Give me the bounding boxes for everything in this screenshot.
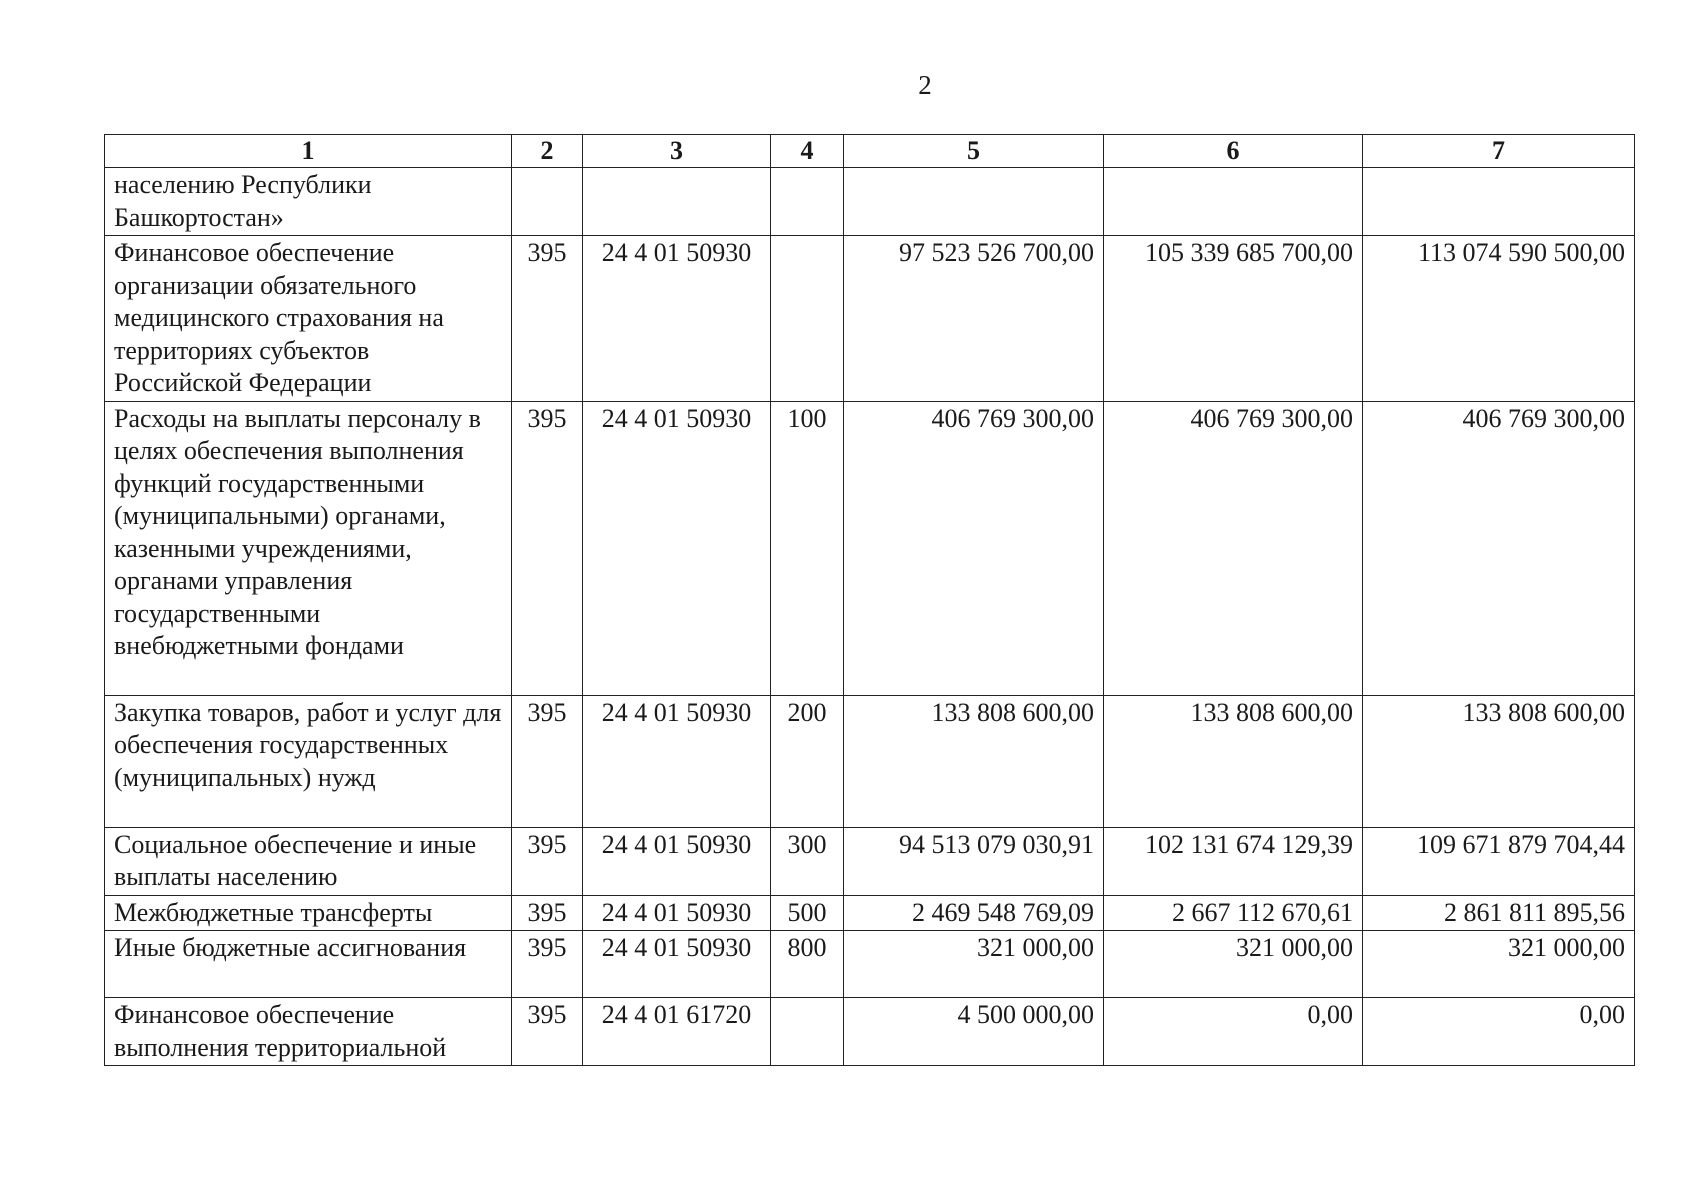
col-header-3: 3 bbox=[583, 135, 771, 168]
row-code: 24 4 01 50930 bbox=[583, 236, 771, 402]
row-amount-3: 109 671 879 704,44 bbox=[1363, 827, 1635, 895]
row-amount-3: 133 808 600,00 bbox=[1363, 695, 1635, 827]
row-vr: 100 bbox=[771, 401, 844, 695]
row-amount-1: 4 500 000,00 bbox=[844, 998, 1104, 1066]
row-code: 24 4 01 50930 bbox=[583, 695, 771, 827]
row-amount-3: 321 000,00 bbox=[1363, 931, 1635, 998]
table-row bbox=[105, 236, 1635, 402]
row-name: Социальное обеспечение и иные выплаты населению bbox=[105, 827, 512, 895]
row-gr bbox=[512, 168, 583, 236]
row-code: 24 4 01 50930 bbox=[583, 931, 771, 998]
row-amount-2: 133 808 600,00 bbox=[1104, 695, 1363, 827]
row-gr: 395 bbox=[512, 401, 583, 695]
row-amount-3: 0,00 bbox=[1363, 998, 1635, 1066]
row-gr: 395 bbox=[512, 236, 583, 402]
row-amount-1: 97 523 526 700,00 bbox=[844, 236, 1104, 402]
row-amount-3: 406 769 300,00 bbox=[1363, 401, 1635, 695]
row-amount-2: 102 131 674 129,39 bbox=[1104, 827, 1363, 895]
row-gr: 395 bbox=[512, 695, 583, 827]
row-gr: 395 bbox=[512, 998, 583, 1066]
row-amount-2: 406 769 300,00 bbox=[1104, 401, 1363, 695]
table-row bbox=[105, 695, 1635, 827]
row-amount-1: 2 469 548 769,09 bbox=[844, 895, 1104, 931]
col-header-2: 2 bbox=[512, 135, 583, 168]
row-vr: 300 bbox=[771, 827, 844, 895]
table-row bbox=[105, 827, 1635, 895]
row-vr: 500 bbox=[771, 895, 844, 931]
table-row bbox=[105, 998, 1635, 1066]
row-vr bbox=[771, 168, 844, 236]
header-row bbox=[105, 135, 1635, 168]
row-amount-3: 2 861 811 895,56 bbox=[1363, 895, 1635, 931]
row-name: Иные бюджетные ассигнования bbox=[105, 931, 512, 998]
col-header-4: 4 bbox=[771, 135, 844, 168]
row-amount-1: 406 769 300,00 bbox=[844, 401, 1104, 695]
table-row bbox=[105, 401, 1635, 695]
row-vr: 200 bbox=[771, 695, 844, 827]
row-code: 24 4 01 61720 bbox=[583, 998, 771, 1066]
budget-table bbox=[104, 134, 1635, 1066]
table-row bbox=[105, 895, 1635, 931]
col-header-1: 1 bbox=[105, 135, 512, 168]
row-vr: 800 bbox=[771, 931, 844, 998]
row-name: населению Республики Башкортостан» bbox=[105, 168, 512, 236]
row-amount-2: 2 667 112 670,61 bbox=[1104, 895, 1363, 931]
row-amount-1: 94 513 079 030,91 bbox=[844, 827, 1104, 895]
row-name: Финансовое обеспечение выполнения территориальной bbox=[105, 998, 512, 1066]
row-amount-3 bbox=[1363, 168, 1635, 236]
row-code: 24 4 01 50930 bbox=[583, 401, 771, 695]
row-amount-2: 321 000,00 bbox=[1104, 931, 1363, 998]
row-code: 24 4 01 50930 bbox=[583, 827, 771, 895]
row-amount-3: 113 074 590 500,00 bbox=[1363, 236, 1635, 402]
row-name: Расходы на выплаты персоналу в целях обеспечения выполнения функций государственными (муниципальными) органами, казенными учреждениями, органами управления государственными внебюджетными фондами bbox=[105, 401, 512, 695]
row-code: 24 4 01 50930 bbox=[583, 895, 771, 931]
col-header-6: 6 bbox=[1104, 135, 1363, 168]
row-code bbox=[583, 168, 771, 236]
page-number: 2 bbox=[918, 70, 932, 100]
table-row bbox=[105, 168, 1635, 236]
row-amount-1: 321 000,00 bbox=[844, 931, 1104, 998]
row-amount-1: 133 808 600,00 bbox=[844, 695, 1104, 827]
row-gr: 395 bbox=[512, 931, 583, 998]
row-name: Финансовое обеспечение организации обязательного медицинского страхования на территориях субъектов Российской Федерации bbox=[105, 236, 512, 402]
row-name: Межбюджетные трансферты bbox=[105, 895, 512, 931]
row-amount-2 bbox=[1104, 168, 1363, 236]
row-vr bbox=[771, 998, 844, 1066]
row-amount-2: 105 339 685 700,00 bbox=[1104, 236, 1363, 402]
row-name: Закупка товаров, работ и услуг для обеспечения государственных (муниципальных) нужд bbox=[105, 695, 512, 827]
table-row bbox=[105, 931, 1635, 998]
row-gr: 395 bbox=[512, 827, 583, 895]
row-gr: 395 bbox=[512, 895, 583, 931]
row-vr bbox=[771, 236, 844, 402]
row-amount-2: 0,00 bbox=[1104, 998, 1363, 1066]
col-header-7: 7 bbox=[1363, 135, 1635, 168]
col-header-5: 5 bbox=[844, 135, 1104, 168]
row-amount-1 bbox=[844, 168, 1104, 236]
